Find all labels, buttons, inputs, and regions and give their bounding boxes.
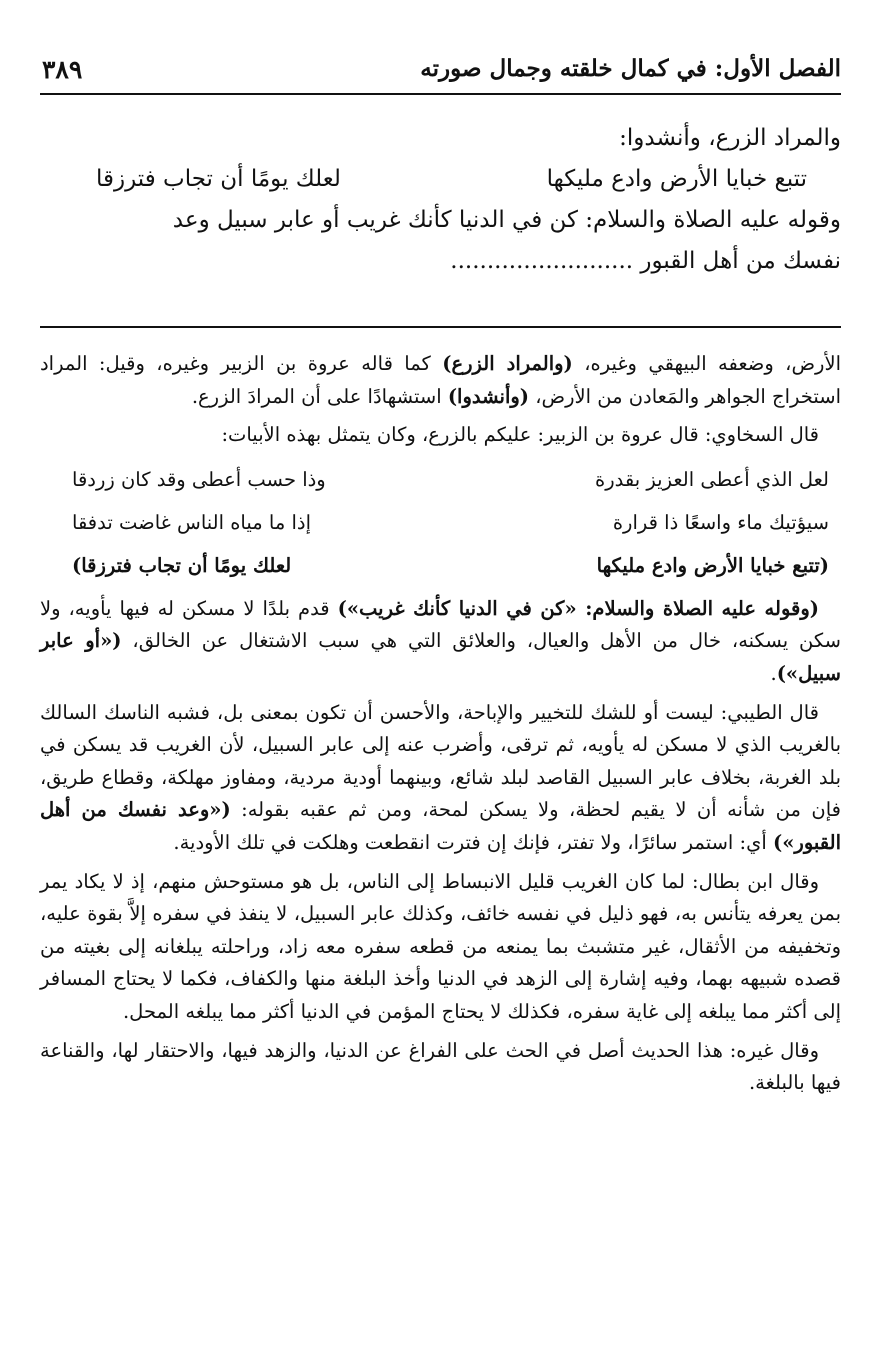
commentary-paragraph: [40, 593, 841, 691]
quoted-phrase: («أو عابر سبيل»): [40, 629, 841, 685]
quoted-phrase: («وعد نفسك من أهل القبور»): [40, 798, 841, 854]
main-line: وقوله عليه الصلاة والسلام: كن في الدنيا كأنك غريب أو عابر سبيل وعد: [172, 207, 841, 233]
text-commentary-separator: [40, 326, 841, 328]
main-verse: [40, 159, 841, 200]
poem-second-hemistich: وذا حسب أعطى وقد كان زردقا: [72, 467, 326, 491]
poem-verse: [40, 458, 841, 501]
page-number: ٣٨٩: [42, 55, 83, 84]
poem-first-hemistich: لعل الذي أعطى العزيز بقدرة: [595, 467, 829, 491]
plain-text: قدم بلدًا لا مسكن له فيها يأويه، ولا سكن يسكنه، خال من الأهل والعيال، والعلائق التي هي سبب الاشتغال عن الخالق،: [40, 596, 841, 653]
quoted-phrase: (والمراد الزرع): [442, 352, 573, 375]
plain-text: أي: استمر سائرًا، ولا تفتر، فإنك إن فترت انقطعت وهلكت في تلك الأودية.: [173, 830, 773, 854]
poem-verse-quoted: [40, 544, 841, 587]
main-text: [40, 118, 841, 282]
quoted-phrase: (وأنشدوا): [447, 384, 530, 408]
plain-text: كما قاله عروة بن الزبير وغيره، وقيل: المراد استخراج الجواهر والمَعادن من الأرض،: [40, 352, 841, 408]
main-line-last: [40, 241, 841, 282]
commentary: [40, 348, 841, 1100]
commentary-paragraph: وقال ابن بطال: لما كان الغريب قليل الانبساط إلى الناس، بل هو مستوحش منهم، إذ لا يكاد يمر بمن يعرفه يتأنس به، فهو ذليل في نفسه خائف، وكذلك عابر السبيل، لا ينفذ في سفره إلاَّ بقوة عليه، وتخفيفه من الأثقال، غير متشبث بما يمنعه من قطعه سفره معه زاد، وراحلته يبلغانه إلى بغيته من قصده شبيهه بهما، وفيه إشارة إلى الزهد في الدنيا وأخذ البلغة منها والكفاف، فكما لا يحتاج المسافر إلى أكثر مما يبلغه إلى غاية سفره، فكذلك لا يحتاج المؤمن في الدنيا أكثر مما يبلغه المحل.: [40, 869, 841, 1023]
dotted-leader: .........................: [450, 248, 634, 274]
poem-second-hemistich: إذا ما مياه الناس غاضت تدفقا: [72, 510, 312, 534]
commentary-paragraph: [40, 348, 841, 413]
poem: [40, 458, 841, 587]
verse-first-hemistich: تتبع خبايا الأرض وادع مليكها: [546, 166, 807, 192]
poem-second-hemistich: لعلك يومًا أن تجاب فترزقا): [72, 553, 292, 577]
header-rule: [40, 93, 841, 95]
main-line: والمراد الزرع، وأنشدوا:: [619, 125, 841, 151]
plain-text: استشهادًا على أن المرادَ الزرع.: [191, 384, 448, 408]
poem-first-hemistich: (تتبع خبايا الأرض وادع مليكها: [596, 553, 829, 577]
scan-speck: [2, 1265, 12, 1279]
commentary-paragraph: [40, 697, 841, 860]
verse-second-hemistich: لعلك يومًا أن تجاب فترزقا: [96, 166, 341, 192]
commentary-paragraph: وقال غيره: هذا الحديث أصل في الحث على الفراغ عن الدنيا، والزهد فيها، والاحتقار لها، والقناعة فيها بالبلغة.: [40, 1038, 841, 1095]
plain-text: .: [770, 661, 777, 685]
plain-text: الأرض، وضعفه البيهقي وغيره،: [572, 352, 841, 375]
plain-text: قال الطيبي: ليست أو للشك للتخيير والإباحة، والأحسن أن تكون بمعنى بل، فشبه الناسك السالك بالغريب الذي لا مسكن له يأويه، ثم ترقى، وأضرب عنه إلى عابر السبيل، لأن الغريب قد يسكن في بلد الغربة، بخلاف عابر السبيل القاصد لبلد شائع، وبينهما أودية مردية، ومفاوز مهلكة، وقطاع طريق، فإن من شأنه أن لا يقيم لحظة، ولا يسكن لمحة، ومن ثم عقبه بقوله:: [40, 700, 842, 822]
poem-first-hemistich: سيؤتيك ماء واسعًا ذا قرارة: [612, 510, 829, 534]
page-header: [40, 55, 841, 95]
main-line-text: نفسك من أهل القبور: [640, 248, 841, 274]
poem-verse: [40, 501, 841, 544]
running-title: الفصل الأول: في كمال خلقته وجمال صورته: [420, 55, 841, 82]
quoted-phrase: (وقوله عليه الصلاة والسلام: «كن في الدنيا كأنك غريب»): [337, 596, 819, 620]
commentary-paragraph: قال السخاوي: قال عروة بن الزبير: عليكم بالزرع، وكان يتمثل بهذه الأبيات:: [221, 423, 819, 447]
